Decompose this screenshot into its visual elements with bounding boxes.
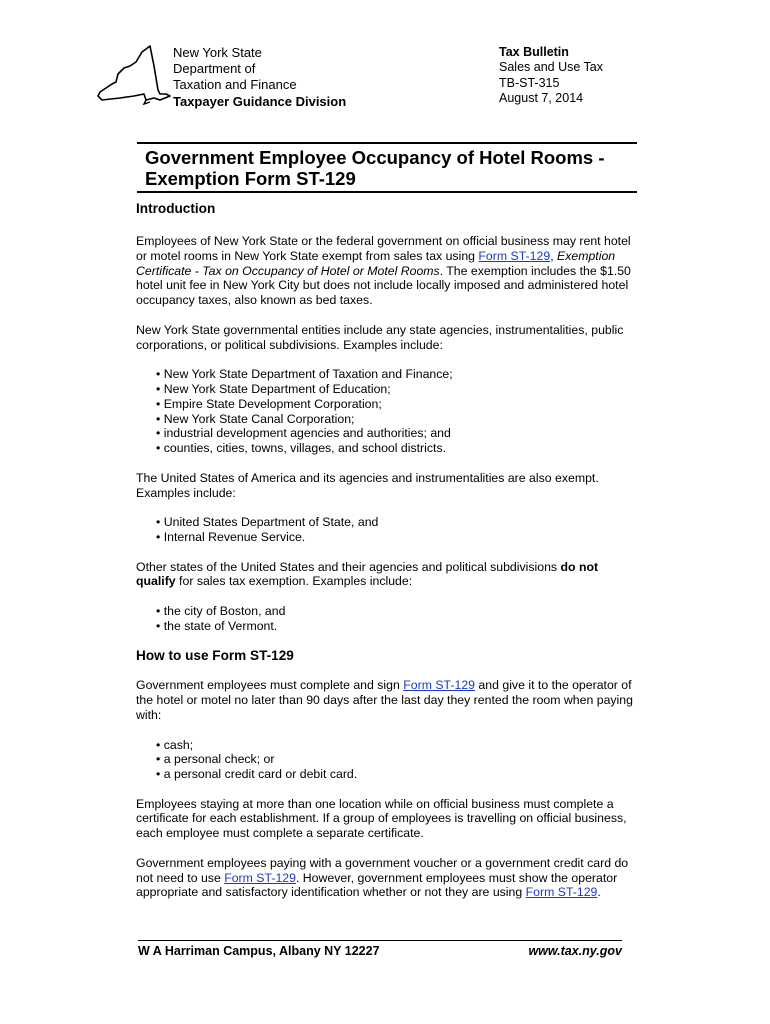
agency-line-2: Department of bbox=[173, 61, 256, 76]
footer-website-link[interactable]: www.tax.ny.gov bbox=[528, 944, 622, 958]
nys-map-logo bbox=[94, 44, 174, 106]
intro-heading: Introduction bbox=[136, 201, 216, 216]
bulletin-info bbox=[499, 45, 603, 107]
form-st129-link[interactable]: Form ST-129 bbox=[478, 248, 551, 263]
list-item: • counties, cities, towns, villages, and school districts. bbox=[156, 441, 636, 456]
page-footer bbox=[138, 940, 622, 958]
agency-division: Taxpayer Guidance Division bbox=[173, 94, 347, 109]
list-item: • New York State Canal Corporation; bbox=[156, 412, 636, 427]
intro-paragraph-4: Other states of the United States and their agencies and political subdivisions do not qualify for sales tax exemption. Examples include: bbox=[136, 559, 599, 589]
form-st129-link[interactable]: Form ST-129 bbox=[403, 678, 476, 693]
bulletin-date: August 7, 2014 bbox=[499, 91, 584, 106]
state-entities-list bbox=[136, 367, 636, 456]
list-item: • cash; bbox=[156, 738, 636, 753]
bulletin-number: TB-ST-315 bbox=[499, 75, 560, 90]
intro-paragraph-3: The United States of America and its agencies and instrumentalities are also exempt. Examples include: bbox=[136, 470, 599, 500]
bulletin-label: Tax Bulletin bbox=[499, 45, 569, 59]
howto-paragraph-1: Government employees must complete and sign Form ST-129 and give it to the operator of the hotel or motel no later than 90 days after the last day they rented the room when paying with: bbox=[136, 678, 633, 722]
document-body bbox=[136, 201, 636, 915]
list-item: • New York State Department of Education; bbox=[156, 382, 636, 397]
form-st129-link[interactable]: Form ST-129 bbox=[525, 885, 598, 900]
title-line-2: Exemption Form ST-129 bbox=[145, 168, 356, 189]
list-item: • a personal credit card or debit card. bbox=[156, 767, 636, 782]
howto-paragraph-3: Government employees paying with a government voucher or a government credit card do not need to use Form ST-129. However, government employees must show the operator appropriate and satisfactory identification whether or not they are using Form ST-129. bbox=[136, 855, 629, 900]
title-line-1: Government Employee Occupancy of Hotel Rooms - bbox=[145, 147, 605, 168]
non-qualifying-list bbox=[136, 604, 636, 634]
howto-heading: How to use Form ST-129 bbox=[136, 648, 294, 664]
intro-paragraph-2: New York State governmental entities include any state agencies, instrumentalities, public corporations, or political subdivisions. Examples include: bbox=[136, 322, 624, 352]
footer-address: W A Harriman Campus, Albany NY 12227 bbox=[138, 944, 380, 958]
federal-entities-list bbox=[136, 515, 636, 545]
document-title bbox=[137, 142, 637, 193]
list-item: • United States Department of State, and bbox=[156, 515, 636, 530]
agency-header bbox=[173, 45, 346, 110]
intro-paragraph-1: Employees of New York State or the federal government on official business may rent hotel or motel rooms in New York State exempt from sales tax using Form ST-129, Exemption Certificate - Tax on Occupancy of Hotel or Motel Rooms. The exemption includes the $1.50 hotel unit fee in New York City but does not include locally imposed and administered hotel occupancy taxes, also known as bed taxes. bbox=[136, 234, 631, 308]
form-st129-link[interactable]: Form ST-129 bbox=[224, 870, 296, 885]
agency-line-3: Taxation and Finance bbox=[173, 77, 297, 92]
list-item: • industrial development agencies and authorities; and bbox=[156, 426, 636, 441]
payment-methods-list bbox=[136, 738, 636, 782]
list-item: • Empire State Development Corporation; bbox=[156, 397, 636, 412]
list-item: • New York State Department of Taxation and Finance; bbox=[156, 367, 636, 382]
howto-paragraph-2: Employees staying at more than one location while on official business must complete a certificate for each establishment. If a group of employees is travelling on official business, each employee must complete a separate certificate. bbox=[136, 796, 627, 841]
agency-line-1: New York State bbox=[173, 45, 262, 60]
list-item: • the city of Boston, and bbox=[156, 604, 636, 619]
bulletin-category: Sales and Use Tax bbox=[499, 60, 603, 75]
list-item: • the state of Vermont. bbox=[156, 619, 636, 634]
list-item: • Internal Revenue Service. bbox=[156, 530, 636, 545]
list-item: • a personal check; or bbox=[156, 752, 636, 767]
